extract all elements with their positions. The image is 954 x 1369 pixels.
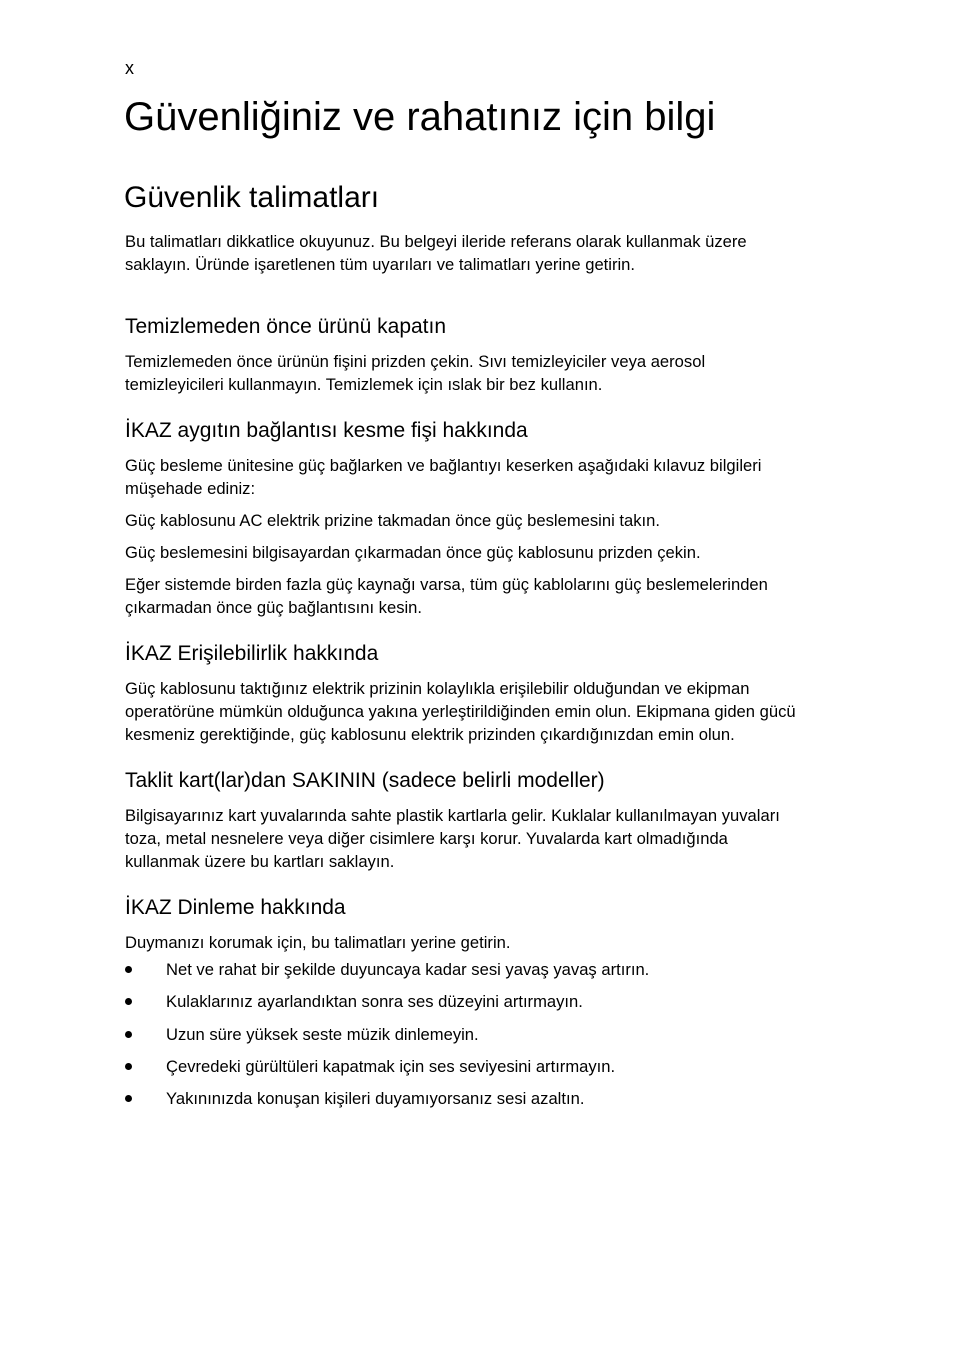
page-title: Güvenliğiniz ve rahatınız için bilgi <box>124 95 716 139</box>
document-body <box>125 230 805 1119</box>
bullet-icon <box>125 1095 132 1102</box>
section-paragraph: Temizlemeden önce ürünün fişini prizden çekin. Sıvı temizleyiciler veya aerosol temizleyicileri kullanmayın. Temizlemek için ıslak bir bez kullanın. <box>125 352 706 394</box>
section-title: Güvenlik talimatları <box>124 181 380 214</box>
section-paragraph: Bilgisayarınız kart yuvalarında sahte plastik kartlarla gelir. Kuklalar kullanılmayan yuvaları toza, metal nesnelere veya diğer cisimlere karşı korur. Yuvalarda kart olmadığında kullanmak üzere bu kartları saklayın. <box>125 806 780 871</box>
section-heading: İKAZ aygıtın bağlantısı kesme fişi hakkında <box>125 419 528 442</box>
section-disconnect-plug <box>125 418 805 619</box>
section-paragraph: Güç beslemesini bilgisayardan çıkarmadan önce güç kablosunu prizden çekin. <box>125 543 701 562</box>
list-item <box>125 990 805 1013</box>
section-paragraph: Duymanızı korumak için, bu talimatları yerine getirin. <box>125 933 511 952</box>
section-paragraph: Güç kablosunu AC elektrik prizine takmadan önce güç beslemesini takın. <box>125 511 660 530</box>
bullet-icon <box>125 1063 132 1070</box>
intro-paragraph: Bu talimatları dikkatlice okuyunuz. Bu belgeyi ileride referans olarak kullanmak üzere saklayın. Üründe işaretlenen tüm uyarıları ve talimatları yerine getirin. <box>125 232 747 274</box>
list-item-text: Yakınınızda konuşan kişileri duyamıyorsanız sesi azaltın. <box>166 1089 585 1109</box>
section-paragraph: Güç kablosunu taktığınız elektrik prizinin kolaylıkla erişilebilir olduğundan ve ekipman operatörüne mümkün olduğunca yakına yerleştirildiğinden emin olun. Ekipmana giden gücü kesmeniz gerektiğinde, güç kablosunu elektrik prizinden çıkardığınızdan emin olun. <box>125 679 796 744</box>
section-paragraph: Güç besleme ünitesine güç bağlarken ve bağlantıyı keserken aşağıdaki kılavuz bilgileri müşehade ediniz: <box>125 456 762 498</box>
section-heading: İKAZ Erişilebilirlik hakkında <box>125 642 379 665</box>
section-accessibility <box>125 641 805 746</box>
section-dummy-cards <box>125 768 805 873</box>
section-heading: İKAZ Dinleme hakkında <box>125 896 346 919</box>
list-item-text: Uzun süre yüksek seste müzik dinlemeyin. <box>166 1024 479 1044</box>
page-number: x <box>125 58 134 78</box>
section-cleaning <box>125 314 805 396</box>
list-item <box>125 958 805 981</box>
list-item-text: Net ve rahat bir şekilde duyuncaya kadar sesi yavaş yavaş artırın. <box>166 960 650 979</box>
section-heading: Temizlemeden önce ürünü kapatın <box>125 315 447 338</box>
section-paragraph: Eğer sistemde birden fazla güç kaynağı varsa, tüm güç kablolarını güç beslemelerinden çıkarmadan önce güç bağlantısını kesin. <box>125 575 768 617</box>
list-item-text: Çevredeki gürültüleri kapatmak için ses seviyesini artırmayın. <box>166 1056 616 1076</box>
list-item <box>125 1087 805 1110</box>
list-item <box>125 1023 805 1046</box>
section-listening <box>125 895 805 1110</box>
bullet-icon <box>125 998 132 1005</box>
section-heading: Taklit kart(lar)dan SAKININ (sadece belirli modeller) <box>125 769 605 792</box>
bullet-icon <box>125 966 132 973</box>
listening-bullet-list <box>125 958 805 1110</box>
list-item <box>125 1055 805 1078</box>
list-item-text: Kulaklarınız ayarlandıktan sonra ses düzeyini artırmayın. <box>166 992 583 1012</box>
bullet-icon <box>125 1031 132 1038</box>
